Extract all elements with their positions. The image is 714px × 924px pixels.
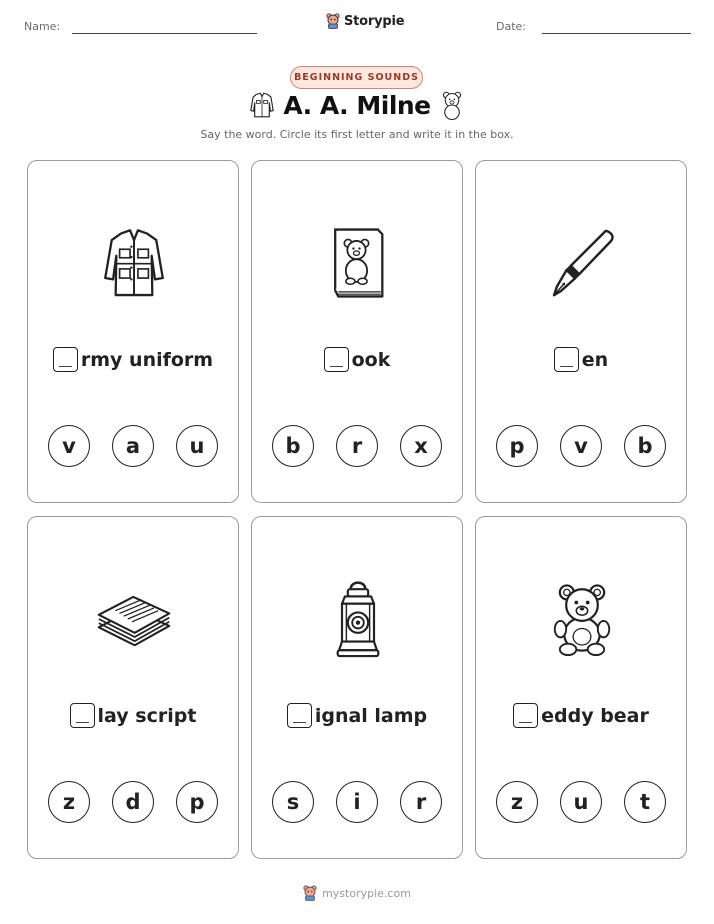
word-card bbox=[27, 160, 239, 503]
word-card bbox=[475, 160, 687, 503]
answer-box[interactable] bbox=[287, 703, 312, 728]
word-rest: ignal lamp bbox=[314, 704, 428, 727]
instructions: Say the word. Circle its first letter and write it in the box. bbox=[200, 128, 514, 141]
answer-box[interactable] bbox=[70, 703, 95, 728]
category-badge: BEGINNING SOUNDS bbox=[290, 66, 423, 89]
letter-choice[interactable]: t bbox=[624, 781, 666, 823]
word-card bbox=[27, 516, 239, 859]
word-prompt bbox=[252, 347, 462, 372]
brand bbox=[326, 13, 404, 29]
page-title: A. A. Milne bbox=[283, 91, 431, 120]
letter-choices bbox=[252, 425, 462, 467]
letter-choice[interactable]: p bbox=[176, 781, 218, 823]
letter-choice[interactable]: u bbox=[560, 781, 602, 823]
storypie-bear-logo-icon bbox=[303, 885, 317, 901]
word-rest: en bbox=[581, 348, 609, 371]
letter-choice[interactable]: a bbox=[112, 425, 154, 467]
letter-choice[interactable]: d bbox=[112, 781, 154, 823]
word-rest: lay script bbox=[97, 704, 197, 727]
letter-choice[interactable]: s bbox=[272, 781, 314, 823]
footer bbox=[0, 885, 714, 901]
pen-icon bbox=[547, 225, 617, 301]
letter-choice[interactable]: x bbox=[400, 425, 442, 467]
letter-choice[interactable]: z bbox=[48, 781, 90, 823]
letter-choices bbox=[252, 781, 462, 823]
name-line[interactable] bbox=[72, 33, 257, 34]
footer-url[interactable]: mystorypie.com bbox=[322, 886, 411, 900]
name-label: Name: bbox=[24, 20, 61, 33]
letter-choice[interactable]: i bbox=[336, 781, 378, 823]
word-card bbox=[251, 516, 463, 859]
letter-choice[interactable]: v bbox=[560, 425, 602, 467]
letter-choice[interactable]: p bbox=[496, 425, 538, 467]
storypie-bear-logo-icon bbox=[326, 13, 340, 29]
word-prompt bbox=[28, 703, 238, 728]
word-card bbox=[475, 516, 687, 859]
word-rest: eddy bear bbox=[541, 704, 649, 727]
letter-choices bbox=[476, 781, 686, 823]
letter-choice[interactable]: z bbox=[496, 781, 538, 823]
play-script-icon bbox=[96, 589, 172, 649]
answer-box[interactable] bbox=[513, 703, 538, 728]
word-prompt bbox=[476, 703, 686, 728]
word-card bbox=[251, 160, 463, 503]
letter-choice[interactable]: r bbox=[336, 425, 378, 467]
answer-box[interactable] bbox=[554, 347, 579, 372]
letter-choice[interactable]: b bbox=[624, 425, 666, 467]
brand-name: Storypie bbox=[344, 13, 405, 29]
word-prompt bbox=[28, 347, 238, 372]
letter-choice[interactable]: b bbox=[272, 425, 314, 467]
teddy-bear-icon bbox=[550, 581, 614, 657]
letter-choice[interactable]: v bbox=[48, 425, 90, 467]
answer-box[interactable] bbox=[324, 347, 349, 372]
letter-choice[interactable]: u bbox=[176, 425, 218, 467]
army-uniform-icon bbox=[101, 227, 167, 299]
answer-box[interactable] bbox=[53, 347, 78, 372]
signal-lamp-icon bbox=[336, 579, 380, 659]
letter-choices bbox=[28, 425, 238, 467]
date-line[interactable] bbox=[542, 33, 691, 34]
book-icon bbox=[327, 225, 389, 301]
letter-choices bbox=[476, 425, 686, 467]
letter-choice[interactable]: r bbox=[400, 781, 442, 823]
word-rest: rmy uniform bbox=[80, 348, 214, 371]
word-prompt bbox=[476, 347, 686, 372]
word-rest: ook bbox=[351, 348, 391, 371]
date-label: Date: bbox=[496, 20, 526, 33]
word-prompt bbox=[252, 703, 462, 728]
teddy-bear-icon bbox=[439, 90, 465, 122]
letter-choices bbox=[28, 781, 238, 823]
